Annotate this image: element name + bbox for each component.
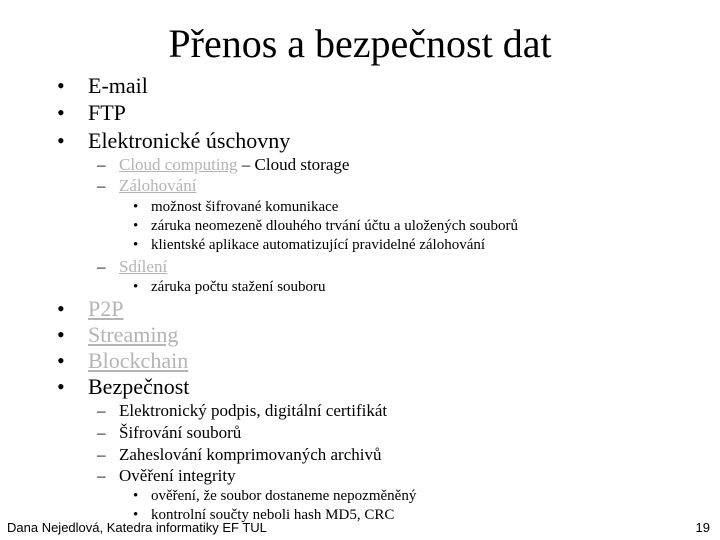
item-b1: Elektronický podpis, digitální certifikát	[119, 401, 388, 420]
bullet: •	[133, 199, 139, 215]
footer-author: Dana Nejedlová, Katedra informatiky EF TUL	[7, 520, 267, 535]
dash: –	[97, 466, 106, 485]
item-b4: Ověření integrity	[119, 466, 236, 485]
bullet: •	[133, 218, 139, 234]
bullet: •	[133, 279, 139, 295]
item-z1: možnost šifrované komunikace	[151, 199, 339, 215]
bullet: •	[133, 237, 139, 253]
zalohovani-link[interactable]: Zálohování	[119, 176, 197, 195]
item-o2: kontrolní součty neboli hash MD5, CRC	[151, 507, 395, 523]
sdileni-link[interactable]: Sdílení	[119, 257, 168, 276]
dash: –	[97, 257, 106, 276]
bullet: •	[133, 507, 139, 523]
item-z2: záruka neomezeně dlouhého trvání účtu a uložených souborů	[151, 218, 518, 234]
page-number: 19	[695, 520, 710, 535]
bullet: •	[133, 488, 139, 504]
dash: –	[97, 176, 106, 195]
bullet: •	[57, 296, 65, 321]
bullet: •	[57, 73, 65, 98]
cloud-computing-link[interactable]: Cloud computing	[119, 155, 238, 174]
item-s1: záruka počtu stažení souboru	[151, 279, 326, 295]
item-o1: ověření, že soubor dostaneme nepozměněný	[151, 488, 417, 504]
item-b2: Šifrování souborů	[119, 423, 242, 442]
dash: –	[97, 423, 106, 442]
bullet: •	[57, 322, 65, 347]
dash: –	[97, 155, 106, 174]
bullet: •	[57, 128, 65, 153]
p2p-link[interactable]: P2P	[88, 296, 124, 321]
dash: –	[97, 445, 106, 464]
bullet: •	[57, 348, 65, 373]
bullet: •	[57, 374, 65, 399]
item-z3: klientské aplikace automatizující pravidelné zálohování	[151, 237, 486, 253]
slide-title: Přenos a bezpečnost dat	[168, 21, 552, 66]
bullet: •	[57, 100, 65, 125]
blockchain-link[interactable]: Blockchain	[88, 348, 189, 373]
cloud-storage-text: – Cloud storage	[237, 155, 350, 174]
item-ftp: FTP	[88, 100, 126, 125]
item-bezpecnost: Bezpečnost	[88, 374, 190, 399]
item-email: E-mail	[88, 73, 148, 98]
item-uschovny: Elektronické úschovny	[88, 128, 291, 153]
streaming-link[interactable]: Streaming	[88, 322, 179, 347]
dash: –	[97, 401, 106, 420]
item-b3: Zaheslování komprimovaných archivů	[119, 445, 382, 464]
